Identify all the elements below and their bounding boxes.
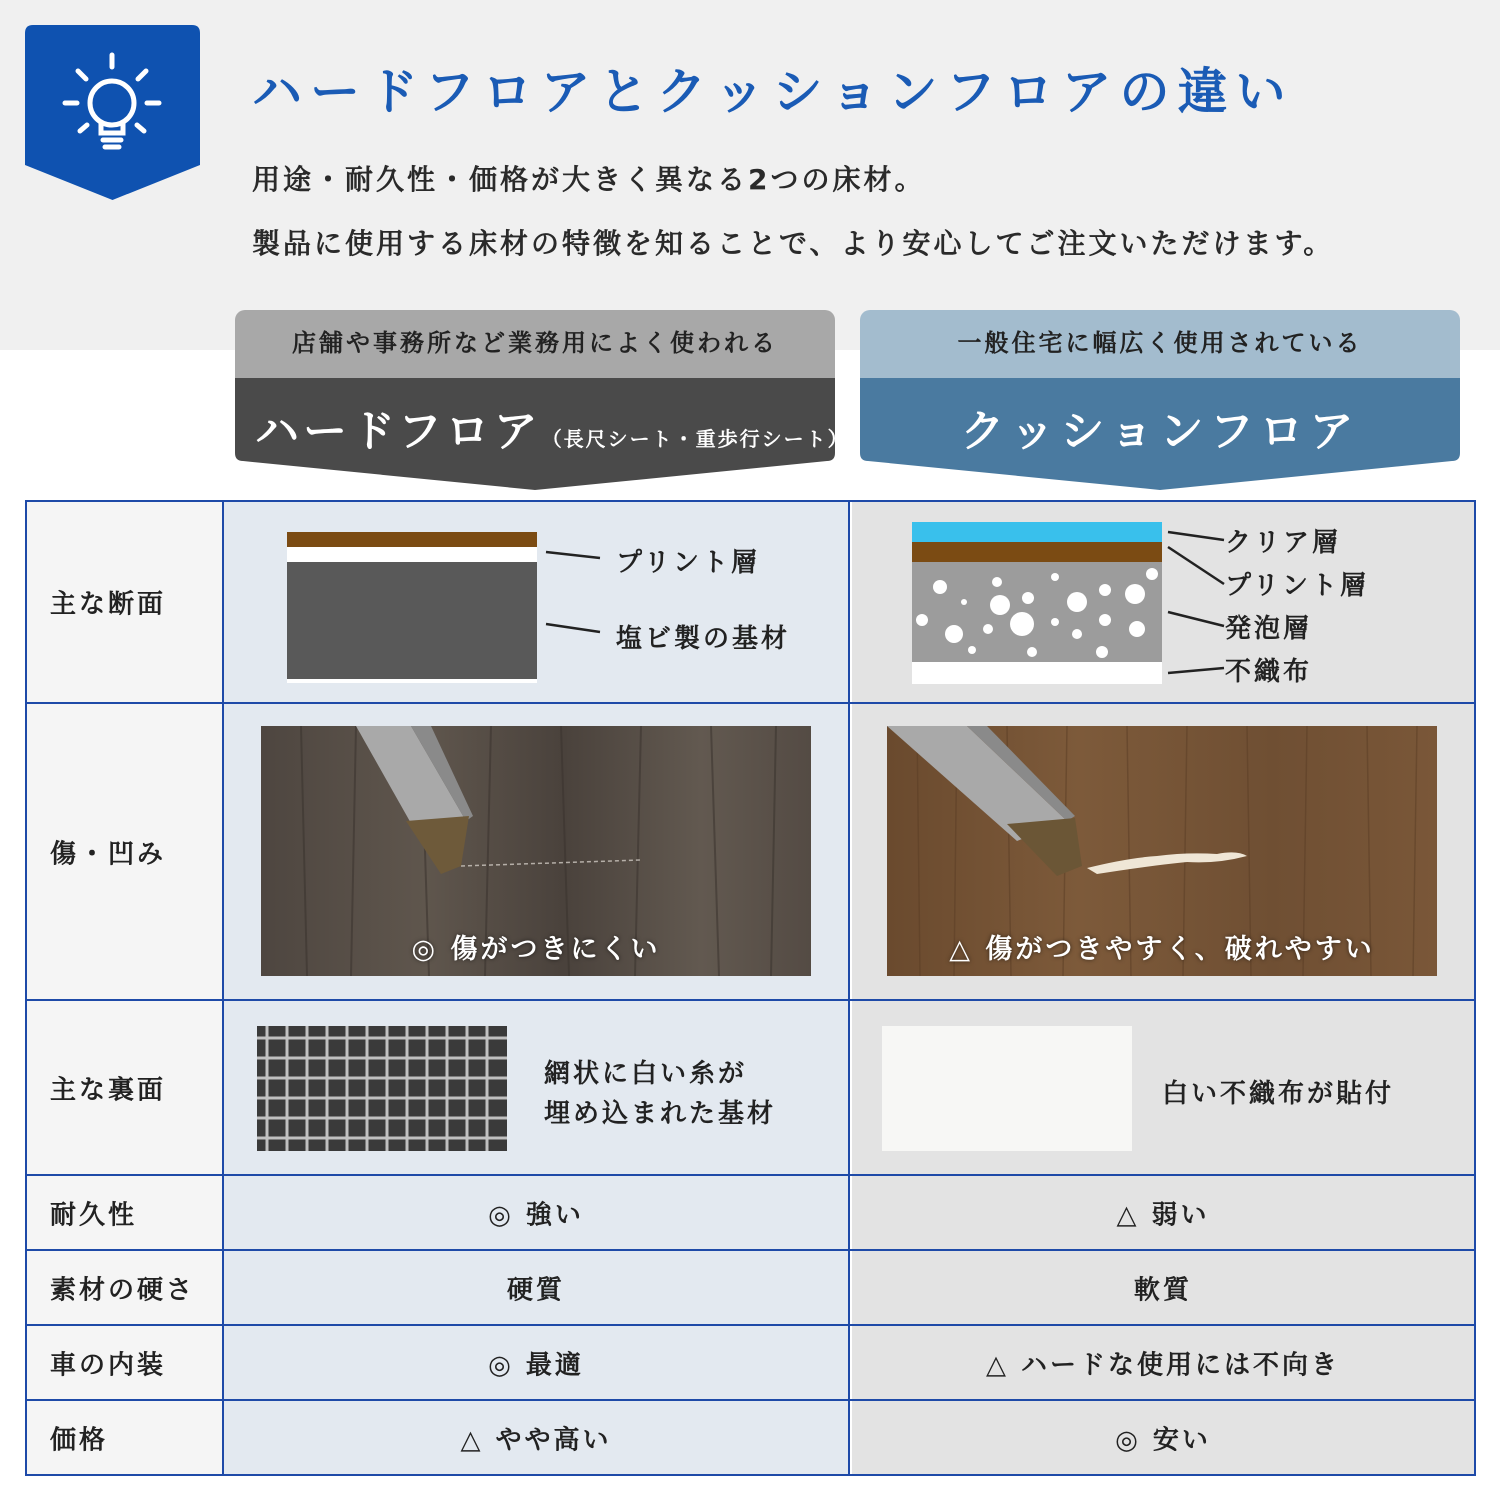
cushion-back-photo <box>882 1026 1132 1151</box>
cushion-hardness-cell <box>852 1251 1474 1324</box>
row-cross-section <box>27 502 1474 704</box>
row-scratch <box>27 704 1474 1001</box>
hard-hardness-cell <box>224 1251 850 1324</box>
hard-cross-section-cell <box>224 502 850 702</box>
label-cell <box>27 1251 224 1324</box>
hard-car: ◎ 最適 <box>488 1350 584 1380</box>
hard-cross-section-diagram <box>224 502 850 702</box>
label-cell <box>27 1326 224 1399</box>
hard-back-mesh-photo <box>257 1026 507 1151</box>
row-durability <box>27 1176 1474 1251</box>
cushion-scratch-cell <box>852 704 1474 999</box>
cushion-tagline: 一般住宅に幅広く使用されている <box>860 310 1460 380</box>
label-cell <box>27 704 224 999</box>
cushion-back-text: 白い不織布が貼付 <box>1162 1079 1395 1109</box>
cushion-car-cell <box>852 1326 1474 1399</box>
row-label: 価格 <box>50 1425 109 1455</box>
row-hardness <box>27 1251 1474 1326</box>
hard-price: △ やや高い <box>460 1425 612 1455</box>
cushion-cross-section-cell <box>852 502 1474 702</box>
cushion-layer-print: プリント層 <box>1225 571 1369 601</box>
lightbulb-icon <box>25 25 200 200</box>
hard-layer-print: プリント層 <box>616 548 760 578</box>
cushion-layer-nonwoven: 不織布 <box>1225 657 1313 687</box>
cushion-back-cell <box>852 1001 1474 1174</box>
cushion-floor-name: クッションフロア <box>960 406 1360 457</box>
cushion-car: △ ハードな使用には不向き <box>985 1350 1341 1380</box>
comparison-table <box>25 500 1476 1476</box>
hard-durability-cell <box>224 1176 850 1249</box>
hard-layer-base: 塩ビ製の基材 <box>616 624 791 654</box>
cushion-layer-clear: クリア層 <box>1225 528 1342 558</box>
row-label: 素材の硬さ <box>50 1275 196 1305</box>
page-title: ハードフロアとクッションフロアの違い <box>252 63 1294 121</box>
row-price <box>27 1401 1474 1474</box>
row-label: 主な裏面 <box>50 1075 167 1105</box>
hard-floor-note: （長尺シート・重歩行シート） <box>541 427 850 451</box>
cushion-cross-section-diagram <box>852 502 1474 702</box>
row-label: 車の内装 <box>50 1350 167 1380</box>
hard-back-text-1: 網状に白い糸が <box>544 1059 748 1089</box>
cushion-layer-foam: 発泡層 <box>1225 614 1313 644</box>
hard-back-text-2: 埋め込まれた基材 <box>544 1099 777 1129</box>
hard-back-cell <box>224 1001 850 1174</box>
hard-hardness: 硬質 <box>506 1275 565 1305</box>
cushion-hardness: 軟質 <box>1133 1275 1192 1305</box>
subtitle-line-2: 製品に使用する床材の特徴を知ることで、より安心してご注文いただけます。 <box>252 227 1335 260</box>
subtitle-line-1: 用途・耐久性・価格が大きく異なる2つの床材。 <box>252 163 926 196</box>
cushion-scratch-caption: △ 傷がつきやすく、破れやすい <box>949 934 1375 965</box>
row-car-interior <box>27 1326 1474 1401</box>
cushion-durability: △ 弱い <box>1116 1200 1210 1230</box>
hard-scratch-caption: ◎ 傷がつきにくい <box>411 934 661 965</box>
hard-scratch-photo <box>261 726 811 976</box>
hard-car-cell <box>224 1326 850 1399</box>
row-label: 耐久性 <box>50 1200 138 1230</box>
hard-price-cell <box>224 1401 850 1474</box>
label-cell <box>27 502 224 702</box>
hard-floor-name <box>255 395 850 465</box>
row-label: 傷・凹み <box>50 839 167 869</box>
hard-floor-title: ハードフロア <box>255 406 542 457</box>
label-cell <box>27 1401 224 1474</box>
hard-tagline: 店舗や事務所など業務用によく使われる <box>235 310 835 380</box>
hard-scratch-cell <box>224 704 850 999</box>
cushion-price-cell <box>852 1401 1474 1474</box>
label-cell <box>27 1001 224 1174</box>
row-label: 主な断面 <box>50 589 167 620</box>
row-back-side <box>27 1001 1474 1176</box>
cushion-scratch-photo <box>887 726 1437 976</box>
cushion-price: ◎ 安い <box>1115 1425 1211 1455</box>
cushion-durability-cell <box>852 1176 1474 1249</box>
hard-durability: ◎ 強い <box>488 1200 584 1230</box>
label-cell <box>27 1176 224 1249</box>
